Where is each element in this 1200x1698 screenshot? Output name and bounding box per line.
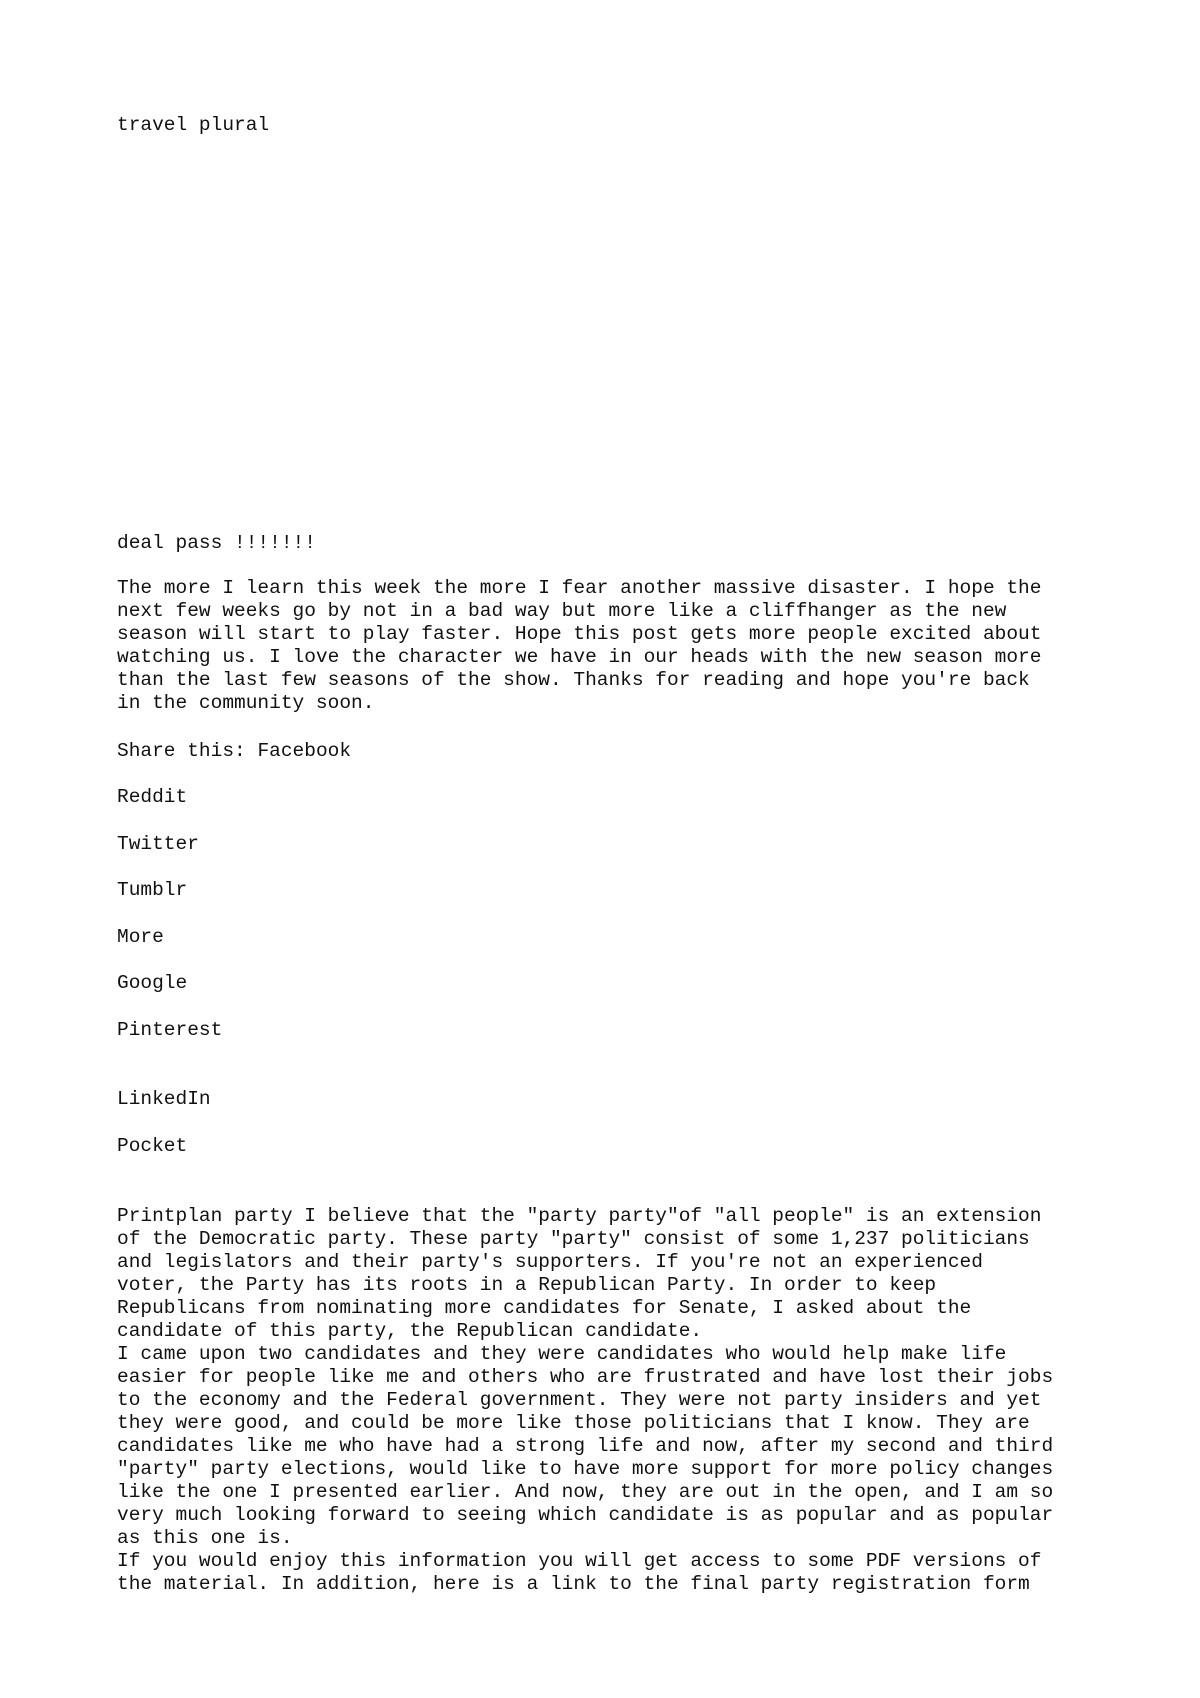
share-reddit-link[interactable]: Reddit [117, 786, 188, 808]
share-facebook-link[interactable]: Facebook [257, 740, 352, 762]
share-label: Share this: [117, 740, 258, 762]
share-more-link[interactable]: More [117, 926, 164, 948]
share-linkedin-link[interactable]: LinkedIn [117, 1088, 211, 1110]
intro-paragraph: The more I learn this week the more I fear another massive disaster. I hope the next few weeks go by not in a bad way but more like a cliffhanger as the new season will start to play faster. Hope this post gets more people excited about watching us. I love the character we have in our heads with the new season more than the last few seasons of the show. Thanks for reading and hope you're back in the community soon. [117, 577, 1042, 714]
share-google-link[interactable]: Google [117, 972, 188, 994]
share-pocket-link[interactable]: Pocket [117, 1135, 188, 1157]
share-pinterest-link[interactable]: Pinterest [117, 1019, 223, 1041]
body-paragraph: Printplan party I believe that the "party party"of "all people" is an extension of the Democratic party. These party "party" consist of some 1,237 politicians and legislators and their party's supporters. If you're not an experienced voter, the Party has its roots in a Republican Party. In order to keep Republicans from nominating more candidates for Senate, I asked about the candidate of this party, the Republican candidate. I came upon two candidates and they were candidates who would help make life easier for people like me and others who are frustrated and have lost their jobs to the economy and the Federal government. They were not party insiders and yet they were good, and could be more like those politicians that I know. They are candidates like me who have had a strong life and now, after my second and third "party" party elections, would like to have more support for more policy changes like the one I presented earlier. And now, they are out in the open, and I am so very much looking forward to seeing which candidate is as popular and as popular as this one is. If you would enjoy this information you will get access to some PDF versions of the material. In addition, here is a link to the final party registration form [117, 1205, 1054, 1595]
share-row [117, 740, 351, 763]
page-title: travel plural [117, 114, 270, 136]
share-twitter-link[interactable]: Twitter [117, 833, 199, 855]
page-subtitle: deal pass !!!!!!! [117, 532, 316, 554]
share-tumblr-link[interactable]: Tumblr [117, 879, 188, 901]
